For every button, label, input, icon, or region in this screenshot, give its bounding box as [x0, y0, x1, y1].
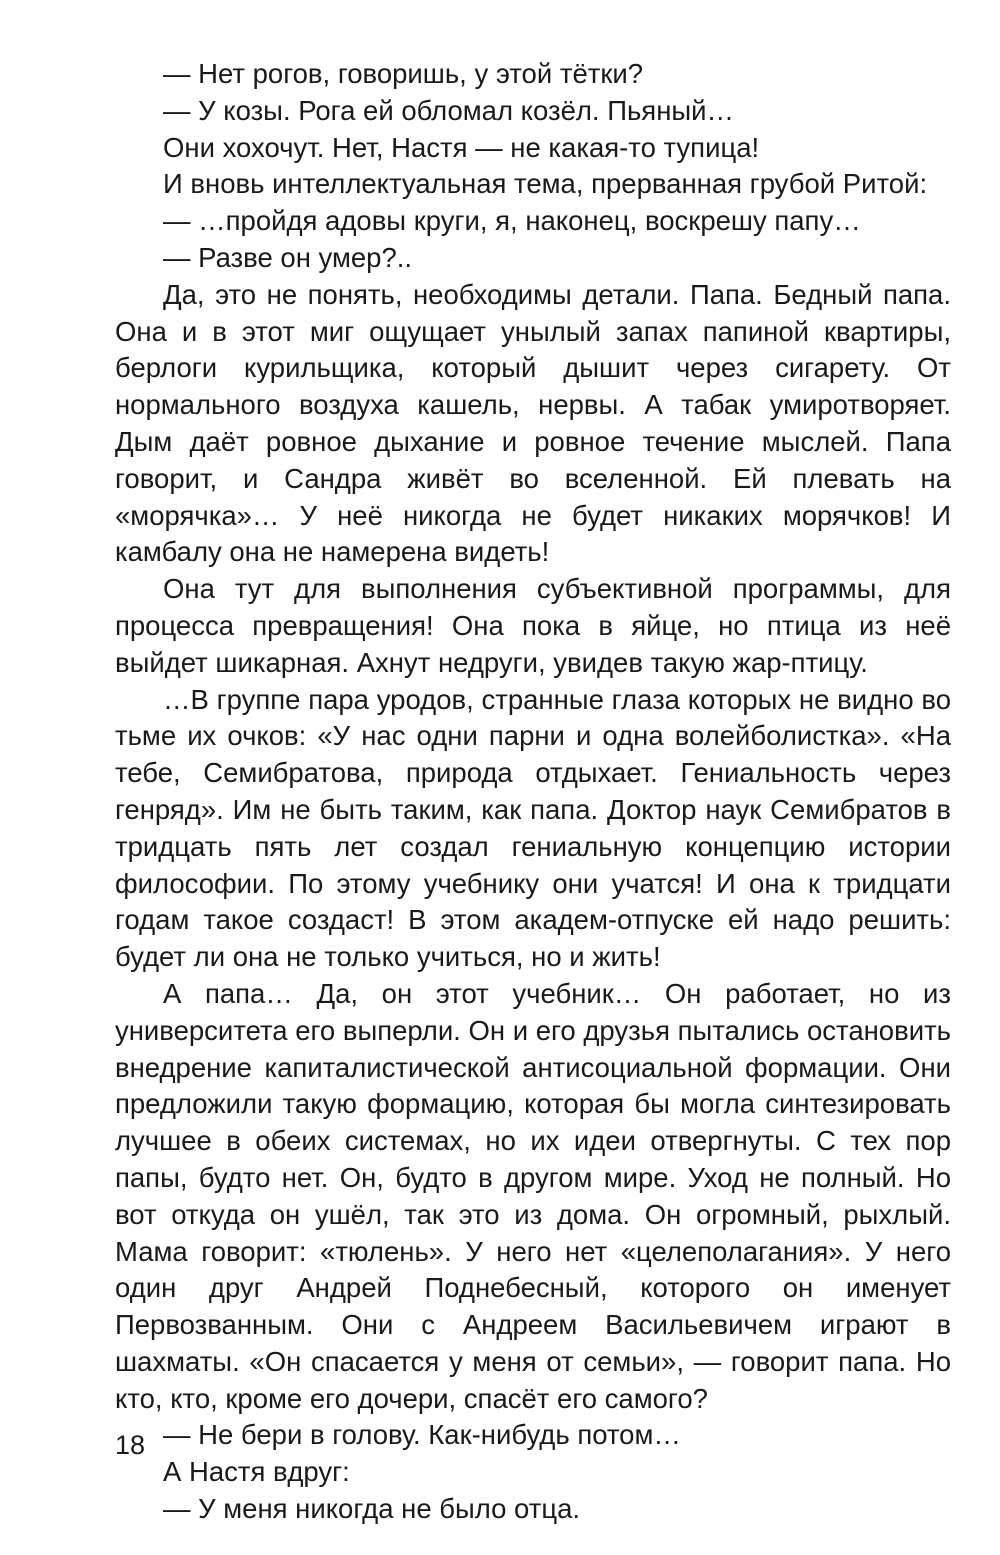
paragraph-1: — Нет рогов, говоришь, у этой тётки?: [163, 58, 644, 89]
paragraph-12: А Настя вдруг:: [163, 1456, 350, 1488]
paragraph-11: — Не бери в голову. Как-нибудь потом…: [163, 1419, 681, 1451]
page-number: 18: [115, 1430, 146, 1460]
paragraph-2: — У козы. Рога ей обломал козёл. Пьяный…: [163, 94, 735, 126]
paragraph-9: …В группе пара уродов, странные глаза которых не видно во тьме их очков: «У нас одни парни и одна волейболистка». «На тебе, Семибратова, природа отдыхает. Гениальность через генряд». Им не быть таким, как папа. Доктор наук Семибратов в тридцать пять лет создал гениальную концепцию истории философии. По этому учебнику они учатся! И она к тридцати годам такое создаст! В этом академ-отпуске ей надо решить: будет ли она не только учиться, но и жить!: [115, 683, 951, 973]
paragraph-5: — …пройдя адовы круги, я, наконец, воскрешу папу…: [163, 205, 861, 237]
paragraph-13: — У меня никогда не было отца.: [163, 1493, 581, 1525]
paragraph-3: Они хохочут. Нет, Настя — не какая-то тупица!: [163, 131, 760, 163]
paragraph-7: Да, это не понять, необходимы детали. Папа. Бедный папа. Она и в этот миг ощущает унылый запах папиной квартиры, берлоги курильщика, который дышит через сигарету. От нормального воздуха кашель, нервы. А табак умиротворяет. Дым даёт ровное дыхание и ровное течение мыслей. Папа говорит, и Сандра живёт во вселенной. Ей плевать на «морячка»… У неё никогда не будет никаких морячков! И камбалу она не намерена видеть!: [115, 278, 951, 568]
body-text: [115, 56, 951, 1528]
paragraph-4: И вновь интеллектуальная тема, прерванная грубой Ритой:: [163, 168, 928, 200]
paragraph-10: А папа… Да, он этот учебник… Он работает, но из университета его выперли. Он и его друзья пытались остановить внедрение капиталистической антисоциальной формации. Они предложили такую формацию, которая бы могла синтезировать лучшее в обеих системах, но их идеи отвергнуты. С тех пор папы, будто нет. Он, будто в другом мире. Уход не полный. Но вот откуда он ушёл, так это из дома. Он огромный, рыхлый. Мама говорит: «тюлень». У него нет «целеполагания». У него один друг Андрей Поднебесный, которого он именует Первозванным. Они с Андреем Васильевичем играют в шахматы. «Он спасается у меня от семьи», — говорит папа. Но кто, кто, кроме его дочери, спасёт его самого?: [115, 977, 951, 1414]
paragraph-8: Она тут для выполнения субъективной программы, для процесса превращения! Она пока в яйце, но птица из неё выйдет шикарная. Ахнут недруги, увидев такую жар-птицу.: [115, 573, 951, 678]
paragraph-6: — Разве он умер?..: [163, 241, 413, 273]
